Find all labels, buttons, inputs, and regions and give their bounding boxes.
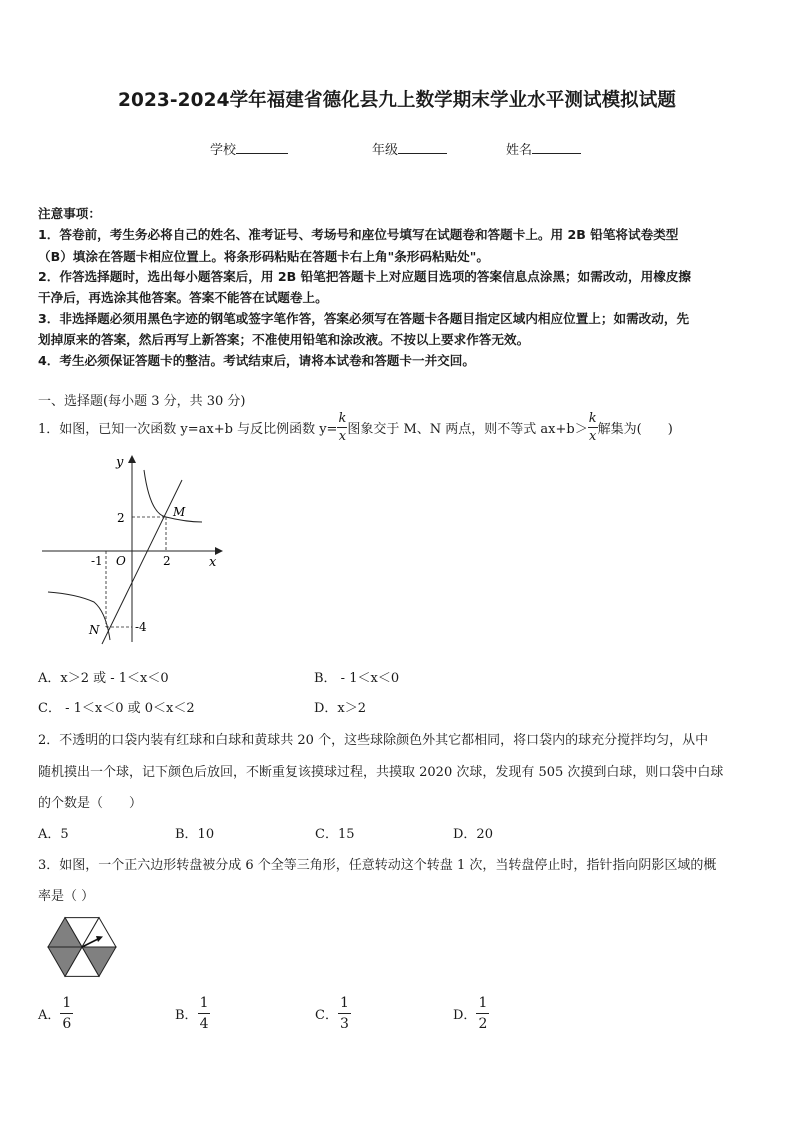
school-label: 学校 [210, 143, 237, 158]
note-line: 4．考生必须保证答题卡的整洁。考试结束后，请将本试卷和答题卡一并交回。 [38, 353, 475, 368]
q3-text-line: 率是（ ） [38, 889, 95, 904]
q3-option-a[interactable] [38, 996, 73, 1031]
note-line: 划掉原来的答案，然后再写上新答案；不准使用铅笔和涂改液。不按以上要求作答无效。 [38, 332, 530, 347]
option-fraction: 1 4 [199, 995, 209, 1032]
name-blank[interactable] [532, 141, 581, 154]
hexagon-spinner [44, 912, 120, 982]
q2-option-b[interactable]: B．10 [175, 827, 215, 842]
question-1 [38, 412, 673, 443]
q2-text-line: 随机摸出一个球，记下颜色后放回，不断重复该摸球过程，共摸取 2020 次球，发现有 505 次摸到白球，则口袋中白球 [38, 765, 724, 780]
q1-text-part1: 1．如图，已知一次函数 y=ax+b 与反比例函数 y= [38, 422, 338, 437]
option-fraction: 1 6 [62, 995, 72, 1032]
tick-label-y2: 2 [117, 511, 125, 525]
x-axis-label: x [209, 555, 217, 570]
tick-label-x2: 2 [163, 554, 171, 568]
q2-option-a[interactable]: A．5 [38, 827, 69, 842]
note-line: 1．答卷前，考生务必将自己的姓名、准考证号、考场号和座位号填写在试题卷和答题卡上。用 2B 铅笔将试卷类型 [38, 227, 679, 242]
school-blank[interactable] [236, 141, 288, 154]
q2-option-d[interactable]: D．20 [453, 827, 493, 842]
q2-option-c[interactable]: C．15 [315, 827, 355, 842]
option-label: A． [38, 1008, 61, 1023]
point-label-n: N [89, 623, 100, 637]
name-label: 姓名 [506, 143, 533, 158]
q1-option-c[interactable]: C． - 1＜x＜0 或 0＜x＜2 [38, 701, 195, 716]
option-label: C． [315, 1008, 338, 1023]
q1-fraction: $\frac{k}{x}$ [338, 411, 347, 444]
grade-blank[interactable] [398, 141, 447, 154]
q1-fraction: $\frac{k}{x}$ [588, 411, 597, 444]
tick-label-y-neg4: -4 [135, 620, 147, 634]
grade-label: 年级 [372, 143, 399, 158]
q1-option-d[interactable]: D．x＞2 [314, 701, 367, 716]
q1-text-part3: 解集为( ) [597, 422, 673, 437]
note-line: 干净后，再选涂其他答案。答案不能答在试题卷上。 [38, 290, 328, 305]
grade-field[interactable] [372, 139, 447, 158]
hyperbola-branch-2 [48, 592, 110, 640]
point-label-m: M [173, 505, 186, 519]
y-axis-label: y [116, 455, 124, 470]
q3-text-line: 3．如图，一个正六边形转盘被分成 6 个全等三角形，任意转动这个转盘 1 次，当转盘停止时，指针指向阴影区域的概 [38, 858, 717, 873]
q1-text-part2: 图象交于 M、N 两点，则不等式 ax+b＞ [347, 422, 588, 437]
option-label: D． [453, 1008, 477, 1023]
section-heading: 一、选择题(每小题 3 分，共 30 分) [38, 394, 246, 409]
option-label: B． [175, 1008, 198, 1023]
page-title: 2023-2024学年福建省德化县九上数学期末学业水平测试模拟试题 [118, 90, 676, 111]
q1-option-a[interactable]: A．x＞2 或 - 1＜x＜0 [38, 671, 169, 686]
note-line: 2．作答选择题时，选出每小题答案后，用 2B 铅笔把答题卡上对应题目选项的答案信息点涂黑；如需改动，用橡皮擦 [38, 269, 691, 284]
note-line: （B）填涂在答题卡相应位置上。将条形码粘贴在答题卡右上角"条形码粘贴处"。 [38, 249, 489, 264]
origin-label: O [116, 554, 126, 568]
q2-text-line: 2．不透明的口袋内装有红球和白球和黄球共 20 个，这些球除颜色外其它都相同，将口袋内的球充分搅拌均匀，从中 [38, 733, 709, 748]
q1-option-b[interactable]: B． - 1＜x＜0 [314, 671, 400, 686]
tick-label-x-neg1: -1 [91, 554, 103, 568]
note-line: 3．非选择题必须用黑色字迹的钢笔或签字笔作答，答案必须写在答题卡各题目指定区域内相应位置上；如需改动，先 [38, 311, 690, 326]
option-fraction: 1 3 [339, 995, 349, 1032]
q2-text-line: 的个数是（ ） [38, 796, 143, 811]
q3-option-d[interactable] [453, 996, 489, 1031]
option-fraction: 1 2 [478, 995, 488, 1032]
q1-function-graph [36, 452, 232, 648]
school-field[interactable] [210, 139, 288, 158]
q3-option-c[interactable] [315, 996, 351, 1031]
q3-option-b[interactable] [175, 996, 210, 1031]
name-field[interactable] [506, 139, 581, 158]
notes-heading: 注意事项： [38, 206, 101, 221]
